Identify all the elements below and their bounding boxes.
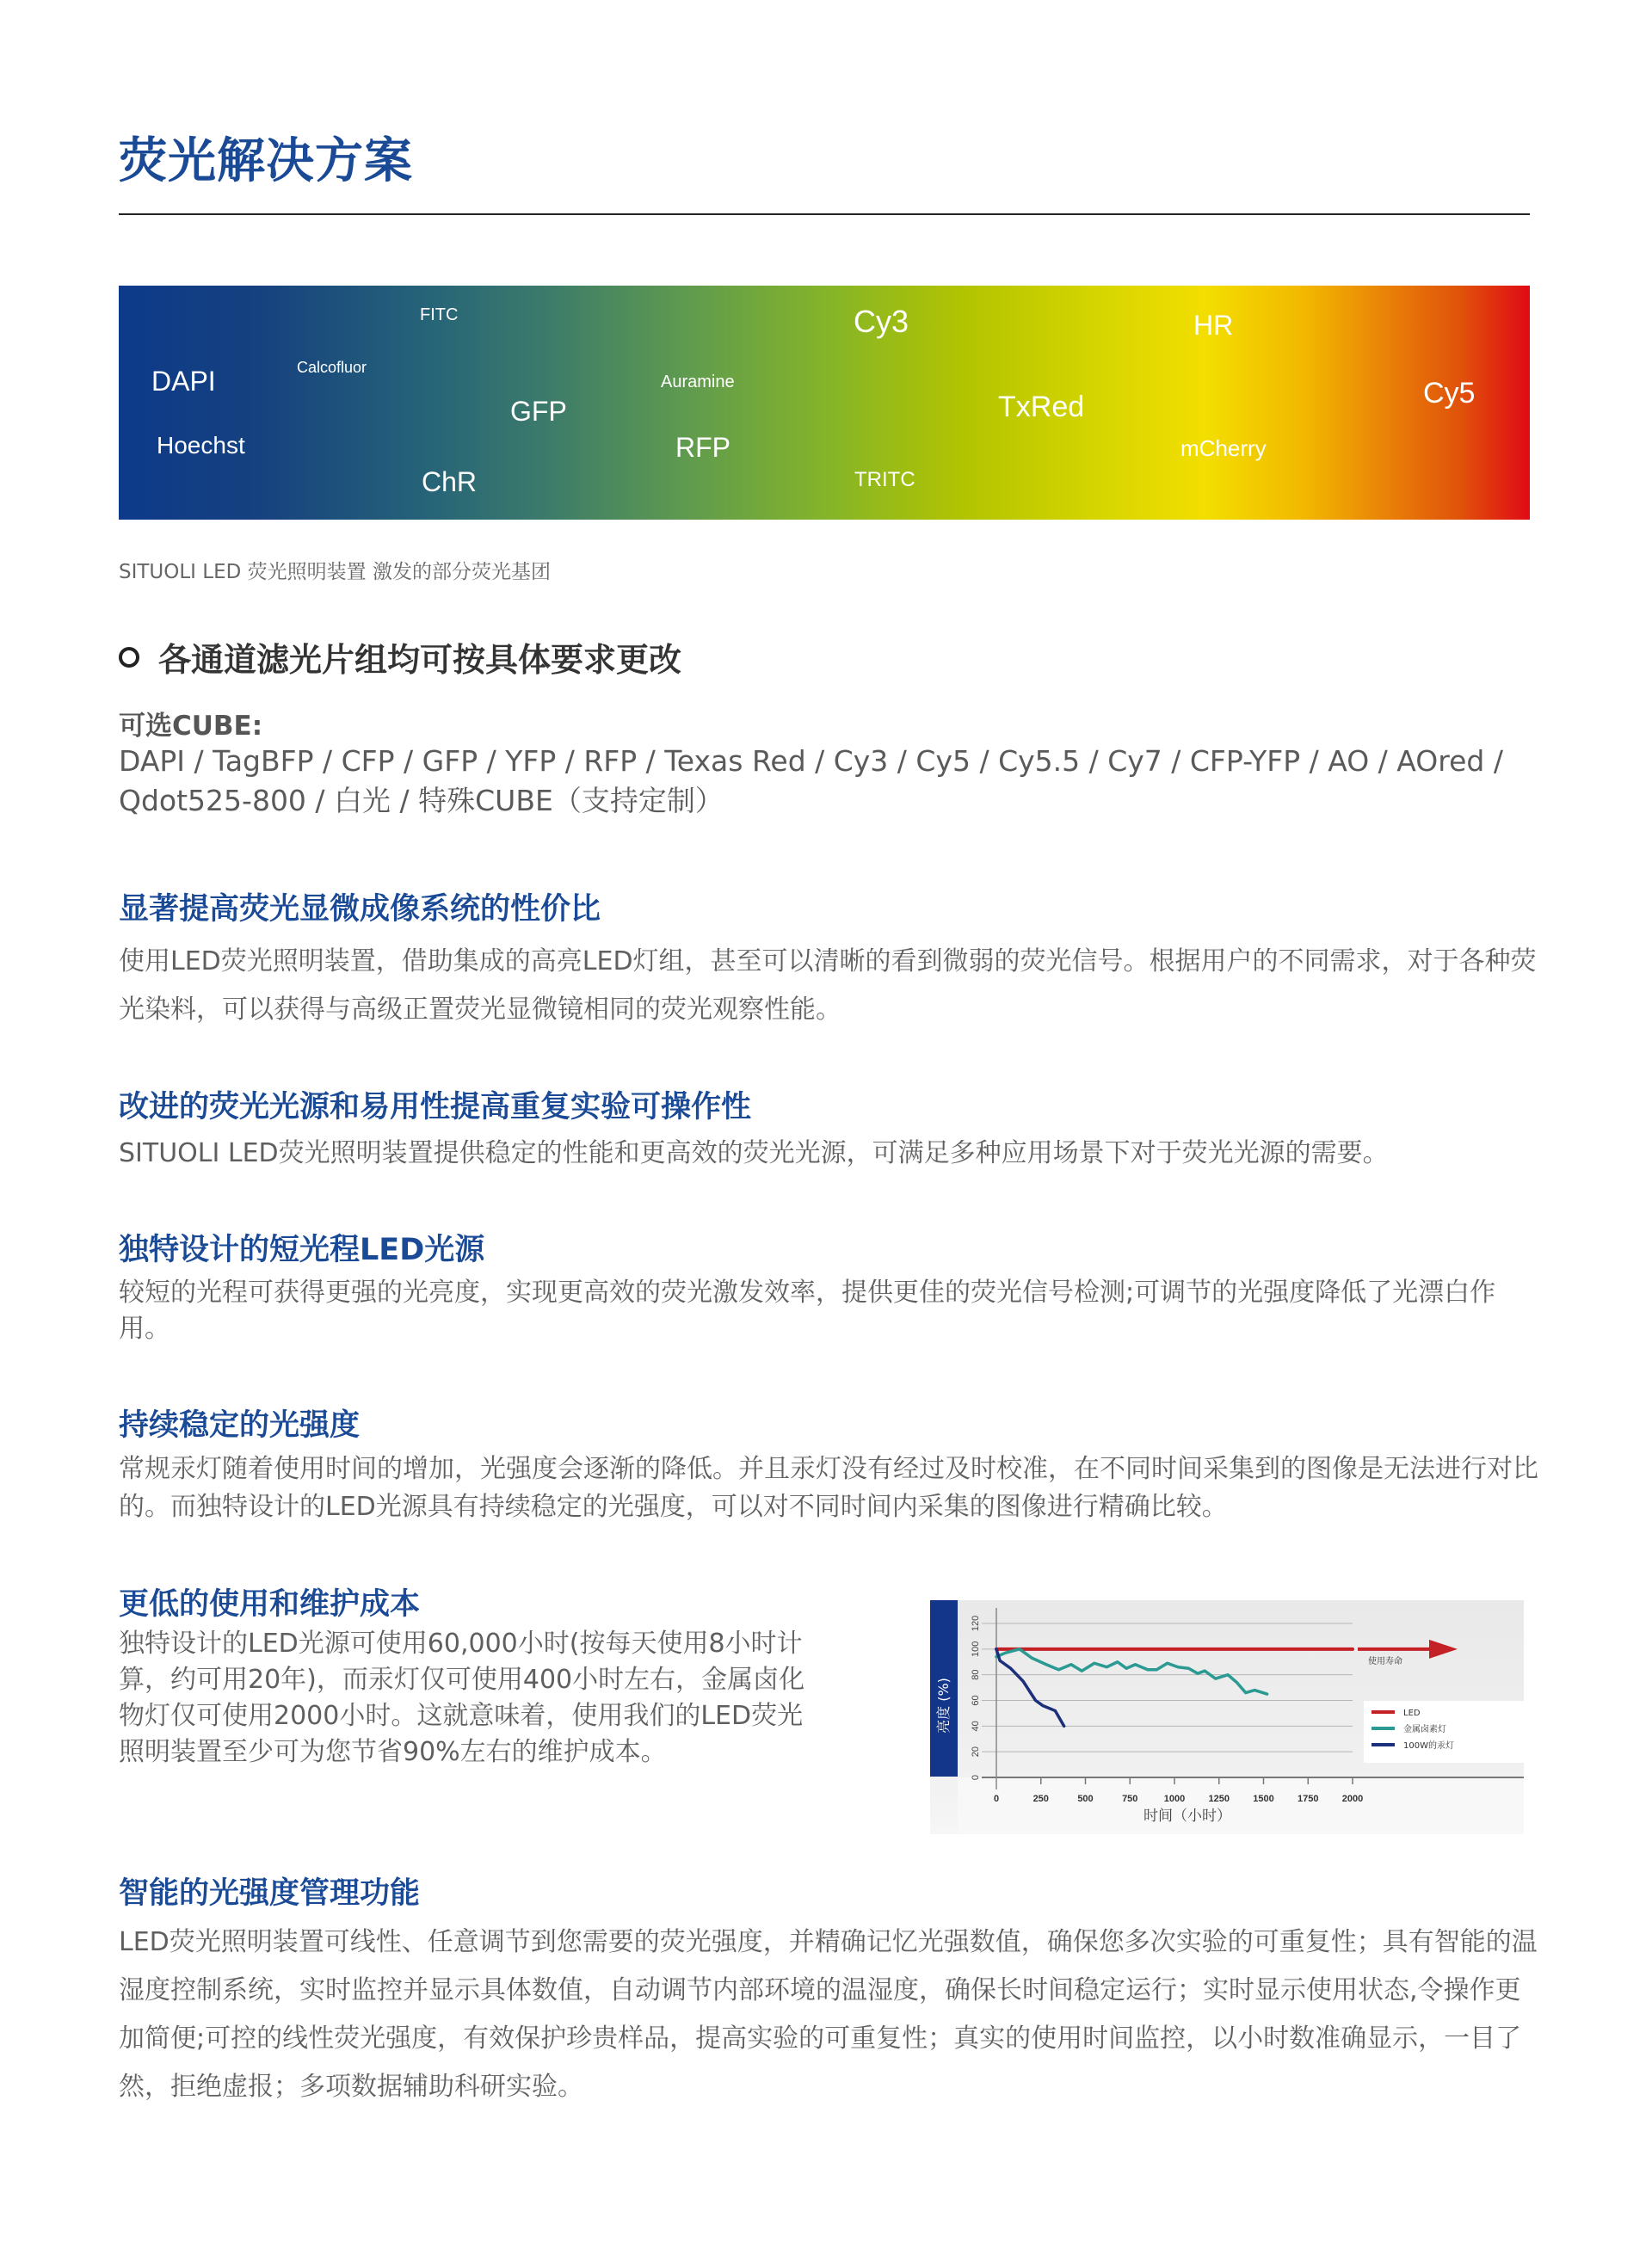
section-heading-cost-performance: 显著提高荧光显微成像系统的性价比 [119,892,601,927]
spectrum-caption: SITUOLI LED 荧光照明装置 激发的部分荧光基团 [119,561,551,583]
svg-text:使用寿命: 使用寿命 [1368,1656,1402,1666]
svg-text:80: 80 [971,1669,981,1680]
chart-plot [930,1600,1524,1834]
svg-text:250: 250 [1032,1794,1049,1804]
bullet-circle-icon [119,647,139,668]
section-body-stable-intensity: 常规汞灯随着使用时间的增加，光强度会逐渐的降低。并且汞灯没有经过及时校准，在不同时间采集到的图像是无法进行对比的。而独特设计的LED光源具有持续稳定的光强度，可以对不同时间内采集的图像进行精确比较。 [119,1454,1538,1522]
filters-heading-text: 各通道滤光片组均可按具体要求更改 [158,641,682,679]
svg-text:120: 120 [971,1615,981,1632]
svg-text:1500: 1500 [1253,1794,1274,1804]
fluorophore-spectrum-banner [119,286,1530,520]
dye-label-calcofluor: Calcofluor [297,359,367,376]
svg-text:1750: 1750 [1298,1794,1319,1804]
section-body-short-path: 较短的光程可获得更强的光亮度，实现更高效的荧光激发效率，提供更佳的荧光信号检测;可调节的光强度降低了光漂白作用。 [119,1278,1496,1344]
section-body-improved-source: SITUOLI LED荧光照明装置提供稳定的性能和更高效的荧光光源，可满足多种应用场景下对于荧光光源的需要。 [119,1138,1389,1168]
svg-text:时间（小时）: 时间（小时） [1143,1808,1231,1825]
svg-text:100W的汞灯: 100W的汞灯 [1403,1741,1454,1751]
lamp-lifetime-chart [930,1600,1524,1834]
svg-text:金属卤素灯: 金属卤素灯 [1403,1725,1446,1734]
svg-text:0: 0 [993,1794,1000,1804]
section-heading-lower-cost: 更低的使用和维护成本 [119,1587,421,1622]
page-title: 荧光解决方案 [119,133,413,189]
dye-label-txred: TxRed [998,391,1085,423]
section-body-lower-cost: 独特设计的LED光源可使用60,000小时(按每天使用8小时计算，约可用20年)，而汞灯仅可使用400小时左右，金属卤化物灯仅可使用2000小时。这就意味着，使用我们的LED荧光照明装置至少可为您节省90%左右的维护成本。 [119,1629,805,1767]
title-divider [119,213,1530,215]
section-body-intensity-management: LED荧光照明装置可线性、任意调节到您需要的荧光强度，并精确记忆光强数值，确保您多次实验的可重复性；具有智能的温湿度控制系统，实时监控并显示具体数值，自动调节内部环境的温湿度，确保长时间稳定运行；实时显示使用状态,令操作更加简便;可控的线性荧光强度，有效保护珍贵样品，提高实验的可重复性；真实的使用时间监控，以小时数准确显示，一目了然，拒绝虚报；多项数据辅助科研实验。 [119,1927,1538,2102]
dye-label-cy3: Cy3 [854,304,909,339]
dye-label-gfp: GFP [510,396,567,427]
section-heading-intensity-management: 智能的光强度管理功能 [119,1876,421,1911]
svg-text:1250: 1250 [1208,1794,1230,1804]
svg-text:1000: 1000 [1163,1794,1186,1804]
cube-list: DAPI / TagBFP / CFP / GFP / YFP / RFP / Texas Red / Cy3 / Cy5 / Cy5.5 / Cy7 / CFP-YFP / AO / AOred / Qdot525-800 / 白光 / 特殊CUBE（支持定制） [119,744,1503,817]
dye-label-chr: ChR [422,466,478,497]
dye-label-tritc: TRITC [854,468,915,491]
svg-text:亮度 (%): 亮度 (%) [935,1678,952,1734]
svg-text:LED: LED [1403,1709,1421,1718]
dye-label-rfp: RFP [675,432,730,463]
svg-text:0: 0 [971,1774,981,1781]
cube-label: 可选CUBE: [119,711,263,742]
svg-text:40: 40 [971,1721,981,1732]
section-heading-improved-source: 改进的荧光光源和易用性提高重复实验可操作性 [119,1090,752,1124]
dye-label-auramine: Auramine [661,373,735,391]
svg-text:60: 60 [971,1695,981,1706]
dye-label-dapi: DAPI [151,366,216,397]
svg-text:100: 100 [971,1641,981,1658]
svg-text:20: 20 [971,1746,981,1758]
dye-label-hr: HR [1193,310,1234,341]
dye-label-mcherry: mCherry [1180,435,1267,461]
section-heading-stable-intensity: 持续稳定的光强度 [119,1408,361,1443]
svg-text:500: 500 [1077,1794,1094,1804]
svg-text:2000: 2000 [1341,1794,1364,1804]
section-body-cost-performance: 使用LED荧光照明装置，借助集成的高亮LED灯组，甚至可以清晰的看到微弱的荧光信号。根据用户的不同需求，对于各种荧光染料，可以获得与高级正置荧光显微镜相同的荧光观察性能。 [119,946,1537,1025]
dye-label-cy5: Cy5 [1423,377,1476,410]
filters-heading [119,633,681,681]
dye-label-hoechst: Hoechst [157,432,245,459]
section-heading-short-path: 独特设计的短光程LED光源 [119,1233,485,1267]
dye-label-fitc: FITC [420,305,459,324]
svg-text:750: 750 [1122,1794,1138,1804]
